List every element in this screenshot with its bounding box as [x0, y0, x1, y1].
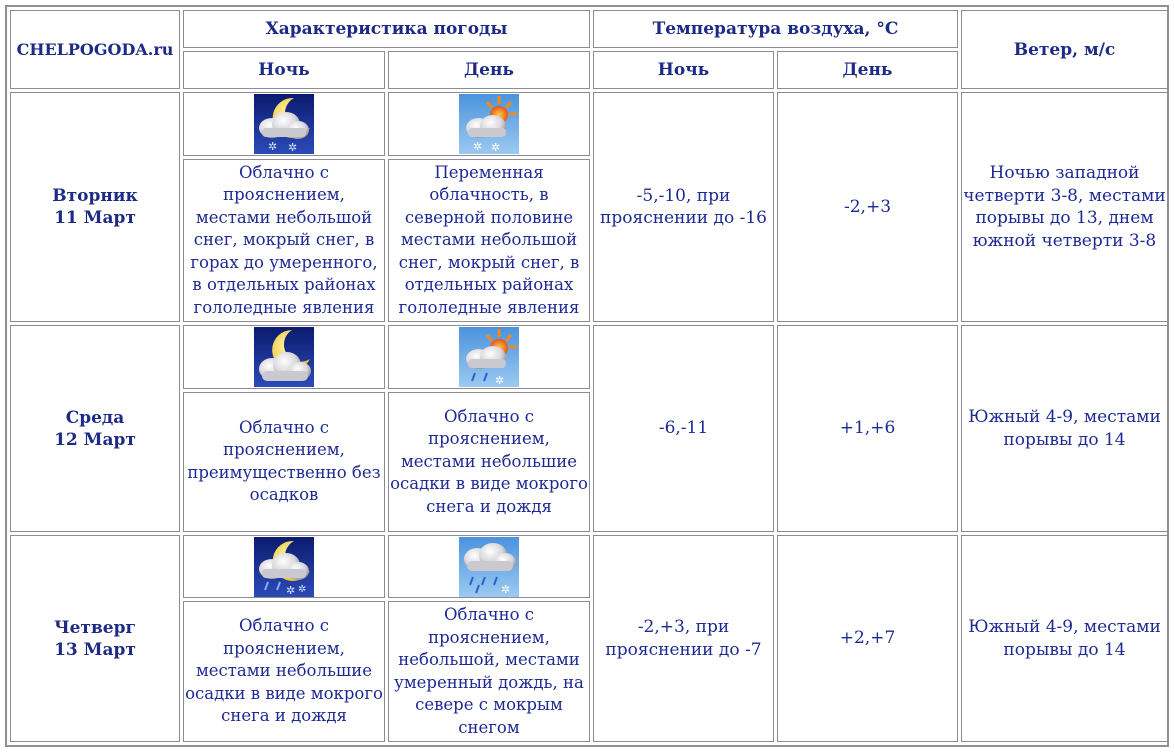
temp-night-cell: -2,+3, при прояснении до -7 — [593, 535, 774, 742]
night-desc: Облачно с прояснением, преимущественно без осадков — [183, 392, 385, 533]
date: 11 Март — [54, 208, 136, 229]
temp-day-cell: +1,+6 — [777, 325, 958, 532]
temperature-header: Температура воздуха, °С — [593, 10, 958, 48]
table-row — [10, 325, 1168, 388]
wind-cell: Южный 4-9, местами порывы до 14 — [961, 325, 1168, 532]
weekday: Среда — [65, 407, 125, 428]
moon-cloud-icon — [254, 327, 314, 387]
svg-text:✲: ✲ — [501, 582, 511, 596]
temp-night-cell: -5,-10, при прояснении до -16 — [593, 92, 774, 322]
temp-day-cell: +2,+7 — [777, 535, 958, 742]
temp-night-cell: -6,-11 — [593, 325, 774, 532]
day-desc: Переменная облачность, в северной половине местами небольшой снег, мокрый снег, в отдельных районах гололедные явления — [388, 159, 590, 323]
table-row — [10, 92, 1168, 155]
svg-text:✲: ✲ — [286, 583, 296, 597]
weather-header: Характеристика погоды — [183, 10, 590, 48]
date: 12 Март — [54, 429, 136, 450]
moon-cloud-rain-snow-icon — [254, 537, 314, 597]
svg-text:✲: ✲ — [491, 140, 501, 154]
temp-night-header: Ночь — [593, 51, 774, 89]
day-icon-cell — [388, 535, 590, 598]
night-desc: Облачно с прояснением, местами небольшой снег, мокрый снег, в горах до умеренного, в отдельных районах гололедные явления — [183, 159, 385, 323]
temp-day-cell: -2,+3 — [777, 92, 958, 322]
day-desc: Облачно с прояснением, местами небольшие осадки в виде мокрого снега и дождя — [388, 392, 590, 533]
date-cell — [10, 92, 180, 322]
weekday: Четверг — [54, 617, 136, 638]
moon-cloud-snow-icon — [254, 94, 314, 154]
day-icon-cell — [388, 92, 590, 155]
date-cell — [10, 535, 180, 742]
table-row — [10, 535, 1168, 598]
weather-day-header: День — [388, 51, 590, 89]
cloud-rain-snow-icon — [459, 537, 519, 597]
night-desc: Облачно с прояснением, местами небольшие осадки в виде мокрого снега и дождя — [183, 601, 385, 742]
date: 13 Март — [54, 639, 136, 660]
night-icon-cell — [183, 535, 385, 598]
svg-text:✲: ✲ — [298, 583, 307, 595]
weather-night-header: Ночь — [183, 51, 385, 89]
forecast-table — [7, 7, 1171, 745]
wind-header: Ветер, м/с — [961, 10, 1168, 89]
svg-text:✲: ✲ — [473, 139, 483, 153]
temp-day-header: День — [777, 51, 958, 89]
day-icon-cell — [388, 325, 590, 388]
sun-cloud-snow-icon — [459, 94, 519, 154]
sun-cloud-rain-snow-icon — [459, 327, 519, 387]
wind-cell: Ночью западной четверти 3-8, местами порывы до 13, днем южной четверти 3-8 — [961, 92, 1168, 322]
svg-text:✲: ✲ — [495, 373, 505, 387]
forecast-frame — [5, 5, 1169, 747]
wind-cell: Южный 4-9, местами порывы до 14 — [961, 535, 1168, 742]
weekday: Вторник — [52, 186, 138, 207]
site-brand: CHELPOGODA.ru — [10, 10, 180, 89]
night-icon-cell — [183, 92, 385, 155]
date-cell — [10, 325, 180, 532]
svg-text:✲: ✲ — [288, 140, 298, 154]
day-desc: Облачно с прояснением, небольшой, местами умеренный дождь, на севере с мокрым снегом — [388, 601, 590, 742]
night-icon-cell — [183, 325, 385, 388]
svg-text:✲: ✲ — [268, 139, 278, 153]
